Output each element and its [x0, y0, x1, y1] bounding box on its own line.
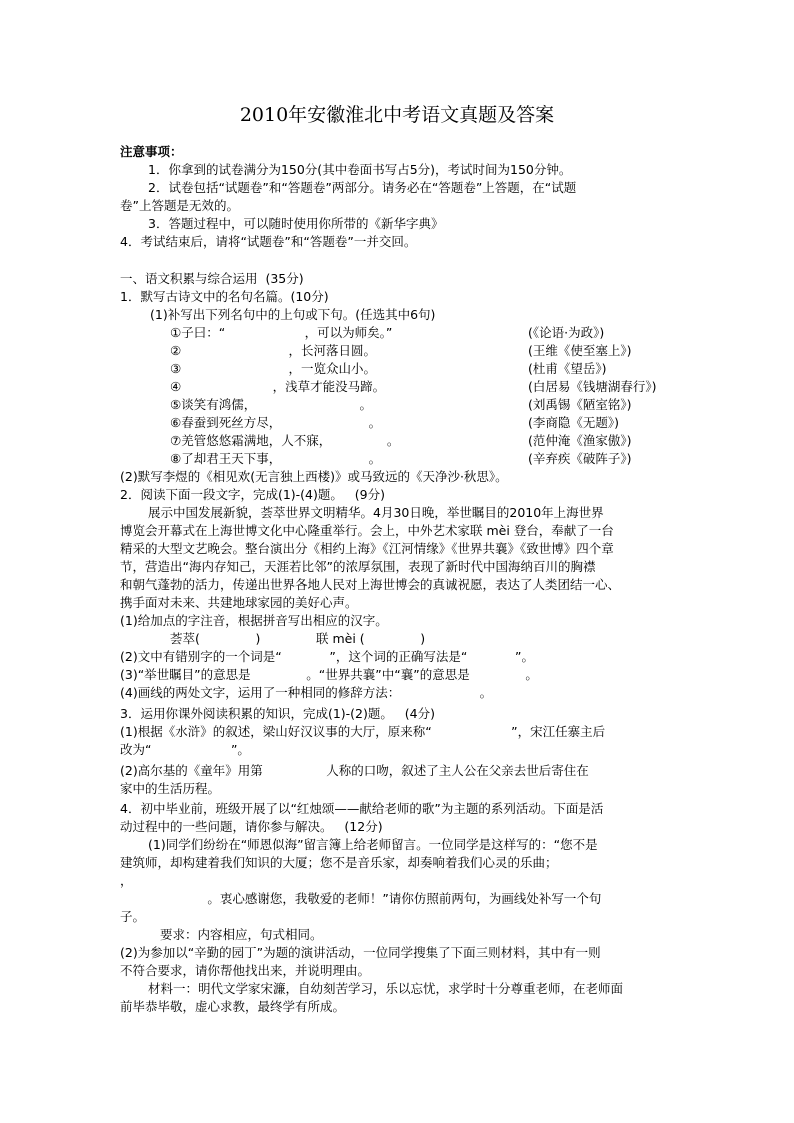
poem-line: ⑦羌管悠悠霜满地，人不寐， 。: [170, 433, 400, 448]
pinyin-blanks: 荟萃( ) 联 mèi ( ): [170, 631, 426, 646]
sub-question: (4)画线的两处文字，运用了一种相同的修辞方法： 。: [120, 685, 493, 700]
sub-question: (2)默写李煜的《相见欢(无言独上西楼)》或马致远的《天净沙·秋思》。: [120, 469, 508, 484]
requirement: 要求：内容相应，句式相同。: [160, 927, 323, 942]
sub-question: 家中的生活历程。: [120, 781, 221, 796]
poem-source: (辛弃疾《破阵子》): [528, 451, 632, 466]
material-line: 材料一：明代文学家宋濂，自幼刻苦学习，乐以忘忧，求学时十分尊重老师，在老师面: [148, 981, 624, 996]
sub-question: 。衷心感谢您，我敬爱的老师！”请你仿照前两句，为画线处补写一个句: [120, 891, 602, 906]
passage-line: 和朝气蓬勃的活力，传递出世界各地人民对上海世博会的真诚祝愿，表达了人类团结一心、: [120, 577, 621, 592]
sub-question: (1)根据《水浒》的叙述，梁山好汉议事的大厅，原来称“ ”，宋江任寨主后: [120, 724, 606, 739]
poem-line: ①子曰：“ ，可以为师矣。”: [170, 325, 393, 340]
notes-heading: 注意事项：: [120, 144, 183, 159]
material-line: 前毕恭毕敬，虚心求教，最终学有所成。: [120, 999, 346, 1014]
question-stem: 动过程中的一些问题，请你参与解决。 (12分): [120, 819, 383, 834]
poem-line: ⑧了却君王天下事， 。: [170, 451, 382, 466]
sub-question: (2)为参加以“辛勤的园丁”为题的演讲活动，一位同学搜集了下面三则材料，其中有一则: [120, 945, 601, 960]
question-stem: 1．默写古诗文中的名句名篇。(10分): [120, 289, 329, 304]
poem-line: ④ ，浅草才能没马蹄。: [170, 379, 386, 394]
poem-source: (李商隐《无题》): [528, 415, 620, 430]
sub-question: 子。: [120, 909, 146, 924]
poem-source: (王维《使至塞上》): [528, 343, 632, 358]
sub-question: (1)给加点的字注音，根据拼音写出相应的汉字。: [120, 613, 388, 628]
poem-line: ③ ，一览众山小。: [170, 361, 376, 376]
document-title: 2010年安徽淮北中考语文真题及答案: [239, 104, 555, 126]
passage-line: 携手面对未来、共建地球家园的美好心声。: [120, 595, 358, 610]
poem-line: ⑤谈笑有鸿儒， 。: [170, 397, 373, 412]
sub-question: ，: [120, 873, 133, 888]
poem-line: ② ，长河落日圆。: [170, 343, 376, 358]
passage-line: 展示中国发展新貌，荟萃世界文明精华。4月30日晚，举世瞩目的2010年上海世界: [148, 505, 604, 520]
note-item: 4．考试结束后，请将“试题卷”和“答题卷”一并交回。: [120, 234, 417, 249]
note-item: 卷”上答题是无效的。: [120, 198, 239, 213]
passage-line: 博览会开幕式在上海世博文化中心隆重举行。会上，中外艺术家联 mèi 登台，奉献了一台: [120, 523, 614, 538]
passage-line: 精采的大型文艺晚会。整台演出分《相约上海》《江河情缘》《世界共襄》《致世博》四个章: [120, 541, 614, 556]
poem-source: (杜甫《望岳》): [528, 361, 607, 376]
note-item: 1．你拿到的试卷满分为150分(其中卷面书写占5分)，考试时间为150分钟。: [148, 162, 572, 177]
poem-source: (刘禹锡《陋室铭》): [528, 397, 632, 412]
sub-question: 建筑师，却构建着我们知识的大厦；您不是音乐家，却奏响着我们心灵的乐曲；: [120, 855, 558, 870]
poem-source: (白居易《钱塘湖春行》): [528, 379, 657, 394]
question-stem: 4．初中毕业前，班级开展了以“红烛颂——献给老师的歌”为主题的系列活动。下面是活: [120, 801, 604, 816]
passage-line: 节，营造出“海内存知己，天涯若比邻”的浓厚氛围，表现了新时代中国海纳百川的胸襟: [120, 559, 596, 574]
poem-source: (范仲淹《渔家傲》): [528, 433, 632, 448]
note-item: 3．答题过程中，可以随时使用你所带的《新华字典》: [148, 216, 444, 231]
sub-question: (2)高尔基的《童年》用第 人称的口吻，叙述了主人公在父亲去世后寄住在: [120, 763, 589, 778]
section-heading: 一、语文积累与综合运用 (35分): [120, 271, 304, 286]
sub-question: (3)“举世瞩目”的意思是 。“世界共襄”中“襄”的意思是 。: [120, 667, 538, 682]
question-stem: 3．运用你课外阅读积累的知识，完成(1)-(2)题。 (4分): [120, 706, 436, 721]
sub-question: (1)补写出下列名句中的上句或下句。(任选其中6句): [150, 307, 436, 322]
sub-question: (1)同学们纷纷在“师恩似海”留言簿上给老师留言。一位同学是这样写的：“您不是: [148, 837, 598, 852]
sub-question: 改为“ ”。: [120, 742, 250, 757]
note-item: 2．试卷包括“试题卷”和“答题卷”两部分。请务必在“答题卷”上答题，在“试题: [148, 180, 577, 195]
poem-line: ⑥春蚕到死丝方尽， 。: [170, 415, 382, 430]
sub-question: (2)文中有错别字的一个词是“ ”，这个词的正确写法是“ ”。: [120, 649, 534, 664]
poem-source: (《论语·为政》): [528, 325, 605, 340]
sub-question: 不符合要求，请你帮他找出来，并说明理由。: [120, 963, 371, 978]
question-stem: 2．阅读下面一段文字，完成(1)-(4)题。 (9分): [120, 487, 386, 502]
